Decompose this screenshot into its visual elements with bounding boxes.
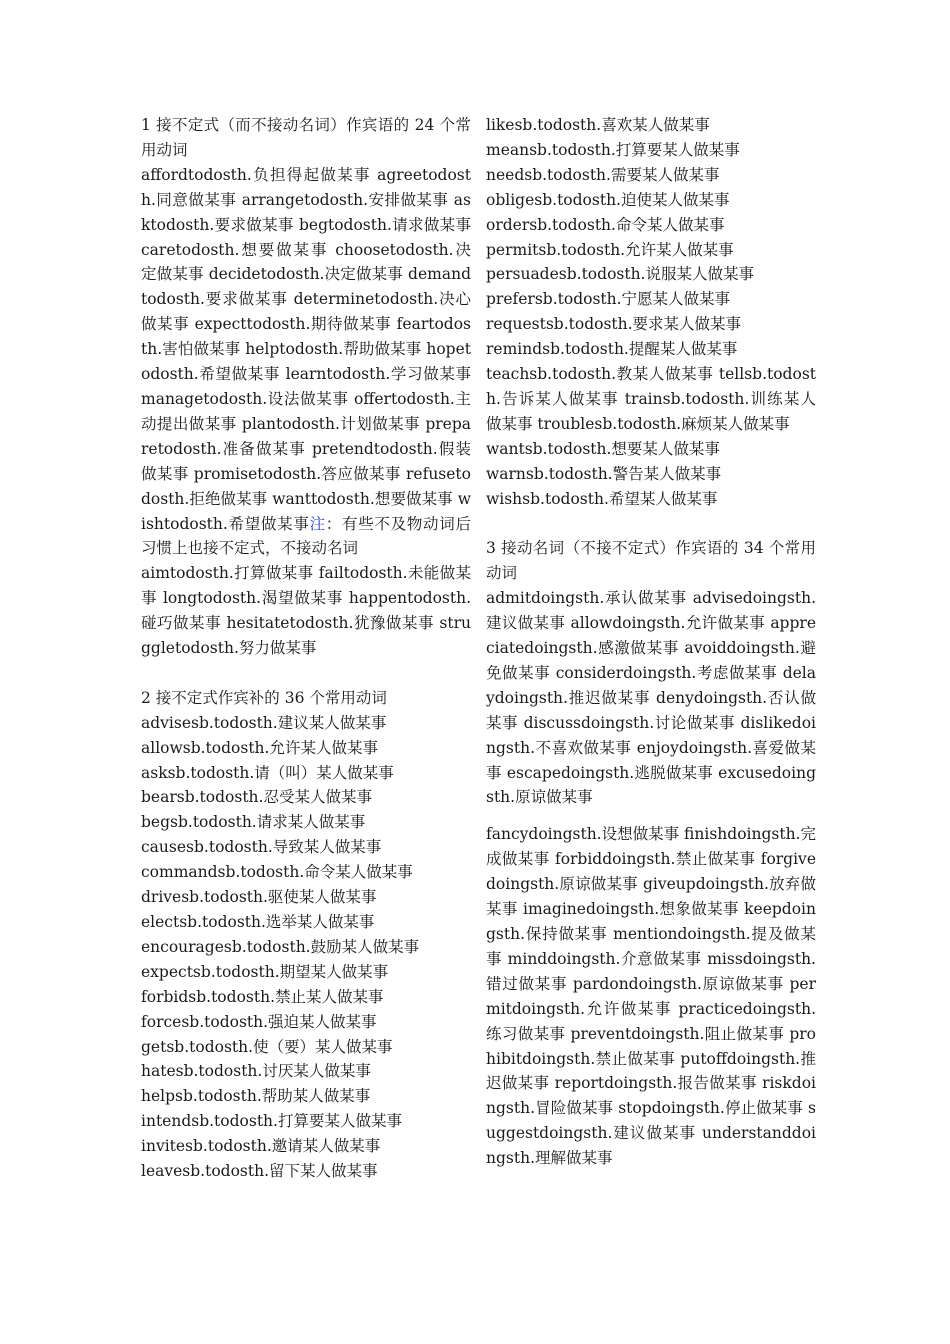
section3-body-b: fancydoingsth.设想做某事 finishdoingsth.完成做某事 forbiddoingsth.禁止做某事 forgivedoingsth.原谅做某事 giveupdoingsth.放弃做某事 imaginedoingsth.想象做某事 keepdoingsth.保持做某事 mentiondoingsth.提及做某事 minddoingsth.介意做某事 missdoingsth.错过做某事 pardondoingsth.原谅做某事 permitdoingsth.允许做某事 practicedoingsth.练习做某事 preventdoingsth.阻止做某事 prohibitdoingsth.禁止做某事 putoffdoingsth.推迟做某事 reportdoingsth.报告做某事 riskdoingsth.冒险做某事 stopdoingsth.停止做某事 suggestdoingsth.建议做某事 understanddoingsth.理解做某事	[486, 825, 816, 1168]
list-item: begsb.todosth.请求某人做某事	[141, 813, 366, 832]
list-item: remindsb.todosth.提醒某人做某事	[486, 340, 738, 359]
section2-heading: 2 接不定式作宾补的 36 个常用动词	[141, 688, 387, 707]
list-item: electsb.todosth.选举某人做某事	[141, 912, 375, 931]
list-item: needsb.todosth.需要某人做某事	[486, 165, 720, 184]
section3-heading: 3 接动名词（不接不定式）作宾语的 34 个常用动词	[486, 539, 816, 583]
section3-body-a: admitdoingsth.承认做某事 advisedoingsth.建议做某事 allowdoingsth.允许做某事 appreciatedoingsth.感激做某事 avoiddoingsth.避免做某事 considerdoingsth.考虑做某事 delaydoingsth.推迟做某事 denydoingsth.否认做某事 discussdoingsth.讨论做某事 dislikedoingsth.不喜欢做某事 enjoydoingsth.喜爱做某事 escapedoingsth.逃脱做某事 excusedoingsth.原谅做某事	[486, 589, 816, 807]
list-item: expectsb.todosth.期望某人做某事	[141, 962, 389, 981]
list-item: requestsb.todosth.要求某人做某事	[486, 315, 742, 334]
list-item: meansb.todosth.打算要某人做某事	[486, 140, 740, 159]
list-item: obligesb.todosth.迫使某人做某事	[486, 190, 730, 209]
right-column	[486, 113, 816, 1171]
list-item: drivesb.todosth.驱使某人做某事	[141, 888, 377, 907]
list-item: forbidsb.todosth.禁止某人做某事	[141, 987, 384, 1006]
list-item: wantsb.todosth.想要某人做某事	[486, 439, 720, 458]
list-item: encouragesb.todosth.鼓励某人做某事	[141, 937, 420, 956]
list-item: getsb.todosth.使（要）某人做某事	[141, 1037, 393, 1056]
list-item: leavesb.todosth.留下某人做某事	[141, 1162, 378, 1181]
section1-intransitive-verbs: aimtodosth.打算做某事 failtodosth.未能做某事 longtodosth.渴望做某事 happentodosth.碰巧做某事 hesitatetodosth.犹豫做某事 struggletodosth.努力做某事	[141, 564, 471, 658]
section2-list-continued	[486, 113, 816, 362]
list-item: prefersb.todosth.宁愿某人做某事	[486, 290, 731, 309]
list-item: hatesb.todosth.讨厌某人做某事	[141, 1062, 371, 1081]
section1-heading: 1 接不定式（而不接动名词）作宾语的 24 个常用动词	[141, 116, 471, 159]
list-item: invitesb.todosth.邀请某人做某事	[141, 1137, 381, 1156]
list-item: asksb.todosth.请（叫）某人做某事	[141, 763, 394, 782]
section1-verbs: affordtodosth.负担得起做某事 agreetodosth.同意做某事 arrangetodosth.安排做某事 asktodosth.要求做某事 begtodosth.请求做某事 caretodosth.想要做某事 choosetodosth.决定做某事 decidetodosth.决定做某事 demandtodosth.要求做某事 determinetodosth.决心做某事 expecttodosth.期待做某事 feartodosth.害怕做某事 helptodosth.帮助做某事 hopetodosth.希望做某事 learntodosth.学习做某事 managetodosth.设法做某事 offertodosth.主动提出做某事 plantodosth.计划做某事 preparetodosth.准备做某事 pretendtodosth.假装做某事 promisetodosth.答应做某事 refusetodosth.拒绝做某事 wanttodosth.想要做某事 wishtodosth.希望做某事	[141, 165, 471, 533]
section1-note: ：有些不及物动词后习惯上也接不定式，不接动名词	[141, 514, 471, 558]
list-item: forcesb.todosth.强迫某人做某事	[141, 1012, 377, 1031]
list-item: allowsb.todosth.允许某人做某事	[141, 738, 378, 757]
list-item: commandsb.todosth.命令某人做某事	[141, 863, 413, 882]
list-item: ordersb.todosth.命令某人做某事	[486, 215, 725, 234]
list-item: permitsb.todosth.允许某人做某事	[486, 240, 734, 259]
list-item: bearsb.todosth.忍受某人做某事	[141, 788, 372, 807]
section1-body	[141, 163, 471, 562]
list-item: intendsb.todosth.打算要某人做某事	[141, 1112, 402, 1131]
section2-paragraph: teachsb.todosth.教某人做某事 tellsb.todosth.告诉某人做某事 trainsb.todosth.训练某人做某事 troublesb.todosth.麻烦某人做某事	[486, 365, 816, 433]
list-item: warnsb.todosth.警告某人做某事	[486, 464, 722, 483]
note-label: 注	[309, 514, 326, 533]
list-item: causesb.todosth.导致某人做某事	[141, 838, 382, 857]
list-item: advisesb.todosth.建议某人做某事	[141, 713, 387, 732]
list-item: persuadesb.todosth.说服某人做某事	[486, 265, 754, 284]
left-column	[141, 113, 471, 1184]
list-item: wishsb.todosth.希望某人做某事	[486, 489, 718, 508]
section2-list-end	[486, 437, 816, 512]
list-item: likesb.todosth.喜欢某人做某事	[486, 116, 710, 134]
section2-list	[141, 711, 471, 1184]
list-item: helpsb.todosth.帮助某人做某事	[141, 1087, 371, 1106]
